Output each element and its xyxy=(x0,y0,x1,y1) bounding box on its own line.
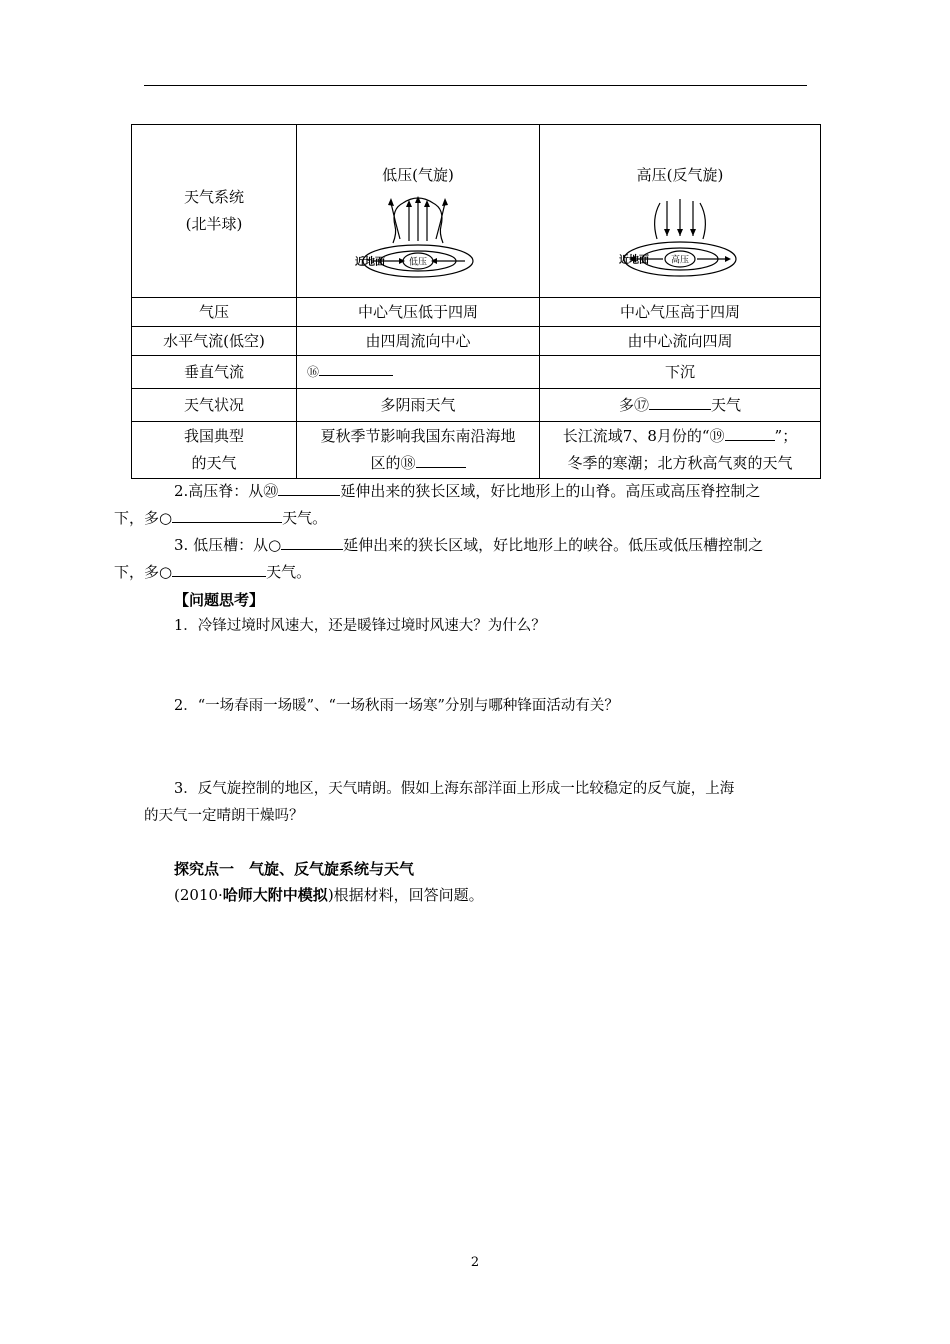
row-label: 水平气流(低空) xyxy=(132,327,297,356)
para-text: 天气。 xyxy=(282,509,328,527)
blank-prefix: 多⑰ xyxy=(618,395,649,414)
explore-source xyxy=(174,882,774,909)
cyclone-surface-label: 近地面 xyxy=(355,257,385,268)
blank-suffix: 天气 xyxy=(711,395,742,414)
source-prefix: (2010· xyxy=(174,886,223,904)
para-prefix: 2.高压脊：从⑳ xyxy=(174,482,279,500)
source-suffix: )根据材料，回答问题。 xyxy=(327,886,484,904)
table-row xyxy=(132,327,821,356)
blank-prefix: 区的⑱ xyxy=(370,454,416,472)
high-value: 下沉 xyxy=(540,356,821,389)
weather-system-table xyxy=(131,124,821,479)
question-1: 1．冷锋过境时风速大，还是暖锋过境时风速大？为什么？ xyxy=(174,618,546,634)
blank-suffix: ”； xyxy=(774,427,798,445)
question-3-cont: 的天气一定晴朗干燥吗？ xyxy=(144,808,304,824)
question-3: 3．反气旋控制的地区，天气晴朗。假如上海东部洋面上形成一比较稳定的反气旋，上海 xyxy=(174,781,735,797)
high-line2: 冬季的寒潮；北方秋高气爽的天气 xyxy=(567,454,793,472)
para-prefix: 下，多○ xyxy=(114,509,173,527)
anticyclone-center-label: 高压 xyxy=(670,254,690,265)
table-row xyxy=(132,422,821,479)
answer-blank-19[interactable] xyxy=(725,425,775,441)
high-value: 由中心流向四周 xyxy=(540,327,821,356)
answer-blank-21[interactable] xyxy=(172,507,282,523)
high-pressure-title: 高压(反气旋) xyxy=(636,166,724,184)
answer-blank-18[interactable] xyxy=(416,452,466,468)
blank-marker: ⑯ xyxy=(307,365,320,379)
para-prefix: 下，多○ xyxy=(114,563,173,581)
source-name: 哈师大附中模拟 xyxy=(222,886,328,904)
header-rule xyxy=(144,85,807,86)
high-value-blank xyxy=(540,389,821,422)
system-label-cell xyxy=(132,125,297,298)
para-text: 延伸出来的狭长区域，好比地形上的山脊。高压或高压脊控制之 xyxy=(340,482,761,500)
low-value: 由四周流向中心 xyxy=(297,327,540,356)
table-row xyxy=(132,389,821,422)
cyclone-diagram xyxy=(343,191,493,286)
low-line2 xyxy=(301,450,535,477)
blank-prefix: 长江流域7、8月份的“⑲ xyxy=(562,427,725,445)
paragraph-high-ridge xyxy=(114,478,809,532)
row-label: 天气状况 xyxy=(132,389,297,422)
row-label-line1: 我国典型 xyxy=(183,427,244,445)
row-label: 垂直气流 xyxy=(132,356,297,389)
low-value: 中心气压低于四周 xyxy=(297,298,540,327)
low-value xyxy=(297,422,540,479)
answer-blank-17[interactable] xyxy=(649,394,711,410)
anticyclone-diagram xyxy=(605,191,755,286)
table-row xyxy=(132,356,821,389)
high-pressure-cell xyxy=(540,125,821,298)
high-value xyxy=(540,422,821,479)
low-value: 多阴雨天气 xyxy=(297,389,540,422)
cyclone-center-label: 低压 xyxy=(408,256,428,267)
section-title: 【问题思考】 xyxy=(174,591,265,609)
paragraph-low-trough xyxy=(114,532,809,586)
high-line1 xyxy=(544,423,816,450)
table-row xyxy=(132,298,821,327)
low-pressure-title: 低压(气旋) xyxy=(382,166,454,184)
row-label: 气压 xyxy=(132,298,297,327)
system-sublabel: (北半球) xyxy=(185,215,243,233)
low-pressure-cell xyxy=(297,125,540,298)
anticyclone-surface-label: 近地面 xyxy=(619,255,649,266)
explore-title: 探究点一 气旋、反气旋系统与天气 xyxy=(174,860,415,878)
question-2: 2．“一场春雨一场暖”、“一场秋雨一场寒”分别与哪种锋面活动有关？ xyxy=(174,698,619,714)
para-text: 天气。 xyxy=(266,563,312,581)
low-value-blank xyxy=(297,356,540,389)
answer-blank-23[interactable] xyxy=(172,561,266,577)
answer-blank-20[interactable] xyxy=(278,480,340,496)
para-text: 延伸出来的狭长区域，好比地形上的峡谷。低压或低压槽控制之 xyxy=(343,536,764,554)
row-label xyxy=(132,422,297,479)
row-label-line2: 的天气 xyxy=(191,454,237,472)
page-number: 2 xyxy=(470,1255,480,1270)
para-prefix: 3. 低压槽：从○ xyxy=(174,536,282,554)
system-label: 天气系统 xyxy=(183,188,244,206)
answer-blank-16[interactable] xyxy=(319,360,393,376)
low-line1: 夏秋季节影响我国东南沿海地 xyxy=(320,427,516,445)
table-header-row xyxy=(132,125,821,298)
answer-blank-22[interactable] xyxy=(281,534,343,550)
high-value: 中心气压高于四周 xyxy=(540,298,821,327)
